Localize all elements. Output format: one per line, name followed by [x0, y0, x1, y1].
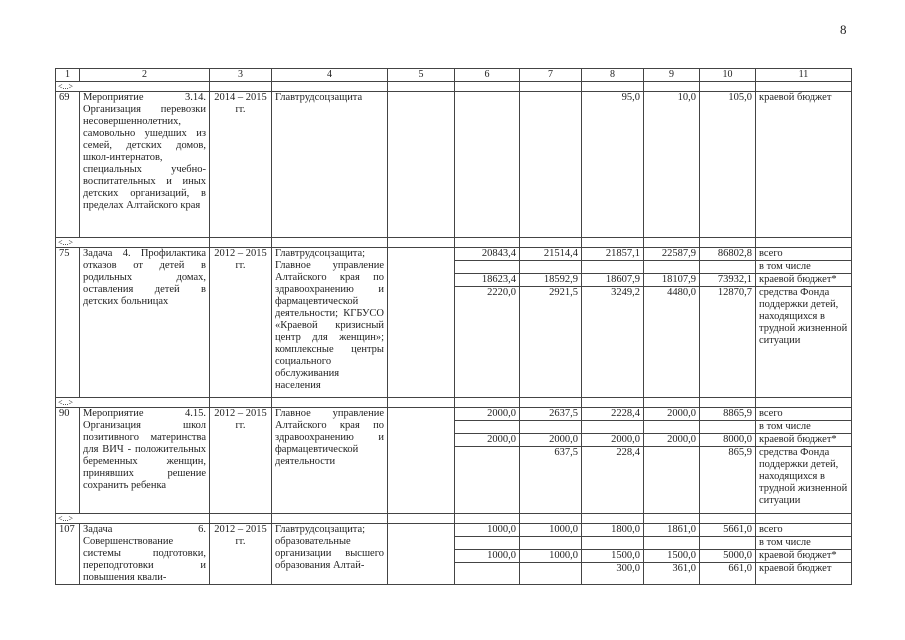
funding-source: краевой бюджет*: [756, 434, 851, 447]
amount-value: [388, 548, 454, 560]
amount-value: [582, 261, 643, 274]
separator: <...>: [56, 82, 210, 92]
amount-value: 2000,0: [455, 434, 519, 447]
amount-value: 4480,0: [667, 287, 696, 298]
amount-cell: [644, 524, 700, 585]
amount-value: 637,5: [554, 447, 578, 458]
executor: Главтрудсоцзащита; Главное управление Алтайского края по здравоохранению и фармацевтической деятельности; КГБУСО «Краевой кризисный центр для женщин»; комплексные центры социального обслуживания населения: [272, 248, 388, 398]
separator: <...>: [56, 398, 210, 408]
amount-cell: [388, 408, 455, 514]
measure-name: Задача 4. Профилактика отказов от детей в родильных домах, оставления детей в детских больницах: [80, 248, 210, 398]
col-header: 9: [644, 69, 700, 82]
amount-cell: [582, 408, 644, 514]
amount-value: [388, 560, 454, 572]
amount-value: [388, 432, 454, 444]
amount-value: 300,0: [616, 563, 640, 574]
amount-value: 2637,5: [520, 408, 581, 421]
amount-value: 8865,9: [700, 408, 755, 421]
amount-value: [388, 92, 454, 104]
amount-value: 105,0: [728, 92, 752, 103]
funding-source: краевой бюджет*: [756, 274, 851, 287]
col-header: 10: [700, 69, 756, 82]
amount-value: [388, 420, 454, 432]
amount-value: 228,4: [616, 447, 640, 458]
period: 2014 – 2015 гг.: [210, 92, 272, 238]
row-number: 90: [56, 408, 80, 514]
amount-value: 5661,0: [700, 524, 755, 537]
amount-cell: [388, 524, 455, 585]
amount-value: 18623,4: [455, 274, 519, 287]
amount-cell: [582, 248, 644, 398]
amount-value: [455, 563, 519, 575]
amount-value: [520, 563, 581, 575]
amount-value: 1000,0: [455, 524, 519, 537]
amount-value: 2000,0: [455, 408, 519, 421]
amount-value: [644, 421, 699, 434]
amount-cell: [455, 248, 520, 398]
amount-cell: [756, 408, 852, 514]
amount-value: 361,0: [672, 563, 696, 574]
amount-value: [582, 537, 643, 550]
amount-value: 18607,9: [582, 274, 643, 287]
amount-cell: [582, 524, 644, 585]
amount-value: 86802,8: [700, 248, 755, 261]
separator-row: [56, 238, 852, 248]
measure-name: Мероприятие 3.14. Организация перевозки несовершеннолетних, самовольно ушедших из семей, детских домов, школ-интернатов, специальных учебно-воспитательных и иных детских организаций, в пределах Алтайского края: [80, 92, 210, 238]
amount-cell: [455, 524, 520, 585]
amount-value: 1000,0: [520, 550, 581, 563]
amount-value: 2000,0: [644, 408, 699, 421]
amount-value: 1500,0: [582, 550, 643, 563]
amount-value: 21514,4: [520, 248, 581, 261]
amount-value: 95,0: [621, 92, 640, 103]
amount-value: [388, 524, 454, 536]
header-row: [56, 69, 852, 82]
amount-value: [644, 447, 699, 459]
amount-cell: [388, 248, 455, 398]
amount-value: 12870,7: [717, 287, 752, 298]
amount-value: [700, 421, 755, 434]
amount-cell: [520, 248, 582, 398]
amount-value: [582, 421, 643, 434]
funding-source: всего: [756, 248, 851, 261]
period: 2012 – 2015 гг.: [210, 524, 272, 585]
col-header: 8: [582, 69, 644, 82]
separator: <...>: [56, 238, 210, 248]
amount-value: [644, 261, 699, 274]
page-number: 8: [840, 22, 847, 37]
amount-value: 2000,0: [520, 434, 581, 447]
amount-value: [700, 537, 755, 550]
amount-cell: [700, 524, 756, 585]
col-header: 11: [756, 69, 852, 82]
amount-value: 10,0: [677, 92, 696, 103]
amount-value: [455, 447, 519, 459]
table-row: [56, 92, 852, 238]
executor: Главтрудсоцзащита; образовательные организации высшего образования Алтай-: [272, 524, 388, 585]
separator-row: [56, 514, 852, 524]
separator-row: [56, 398, 852, 408]
amount-value: [388, 284, 454, 296]
period: 2012 – 2015 гг.: [210, 408, 272, 514]
amount-value: [388, 248, 454, 260]
row-number: 75: [56, 248, 80, 398]
amount-cell: [756, 524, 852, 585]
row-number: 69: [56, 92, 80, 238]
amount-cell: [520, 524, 582, 585]
amount-value: [455, 537, 519, 550]
amount-value: [388, 272, 454, 284]
col-header: 2: [80, 69, 210, 82]
table-row: [56, 524, 852, 585]
amount-value: 2921,5: [549, 287, 578, 298]
amount-value: [520, 261, 581, 274]
amount-value: 18107,9: [644, 274, 699, 287]
funding-source: всего: [756, 524, 851, 537]
funding-source: в том числе: [756, 537, 851, 550]
amount-value: 21857,1: [582, 248, 643, 261]
amount-value: 18592,9: [520, 274, 581, 287]
executor: Главтрудсоцзащита: [272, 92, 388, 238]
amount-value: 20843,4: [455, 248, 519, 261]
amount-cell: [520, 92, 582, 238]
amount-value: [644, 537, 699, 550]
amount-value: [520, 537, 581, 550]
measure-name: Задача 6. Совершенствование системы подготовки, переподготовки и повышения квали-: [80, 524, 210, 585]
amount-cell: [644, 248, 700, 398]
funding-source: средства Фонда поддержки детей, находящихся в трудной жизненной ситуации: [759, 447, 848, 506]
funding-source: краевой бюджет: [759, 92, 832, 103]
row-number: 107: [56, 524, 80, 585]
amount-cell: [756, 248, 852, 398]
amount-value: [520, 421, 581, 434]
amount-cell: [388, 92, 455, 238]
amount-cell: [455, 92, 520, 238]
col-header: 4: [272, 69, 388, 82]
separator: <...>: [56, 514, 210, 524]
table-row: [56, 248, 852, 398]
col-header: 3: [210, 69, 272, 82]
amount-value: 8000,0: [700, 434, 755, 447]
amount-value: 1800,0: [582, 524, 643, 537]
amount-value: [700, 261, 755, 274]
amount-value: 2000,0: [582, 434, 643, 447]
amount-value: 1000,0: [520, 524, 581, 537]
amount-value: 1500,0: [644, 550, 699, 563]
amount-value: [388, 260, 454, 272]
amount-cell: [582, 92, 644, 238]
funding-source: в том числе: [756, 261, 851, 274]
amount-cell: [644, 408, 700, 514]
amount-cell: [756, 92, 852, 238]
amount-value: 5000,0: [700, 550, 755, 563]
amount-cell: [520, 408, 582, 514]
amount-value: 2228,4: [582, 408, 643, 421]
amount-value: [455, 261, 519, 274]
separator-row: [56, 82, 852, 92]
amount-value: [388, 444, 454, 456]
amount-value: 1861,0: [644, 524, 699, 537]
amount-cell: [700, 92, 756, 238]
funding-source: в том числе: [756, 421, 851, 434]
amount-value: [455, 92, 519, 104]
col-header: 6: [455, 69, 520, 82]
program-table: [55, 68, 852, 585]
amount-value: 1000,0: [455, 550, 519, 563]
funding-source: средства Фонда поддержки детей, находящихся в трудной жизненной ситуации: [759, 287, 848, 346]
amount-value: 2220,0: [487, 287, 516, 298]
amount-cell: [700, 408, 756, 514]
executor: Главное управление Алтайского края по здравоохранению и фармацевтической деятельности: [272, 408, 388, 514]
amount-value: 22587,9: [644, 248, 699, 261]
period: 2012 – 2015 гг.: [210, 248, 272, 398]
funding-source: краевой бюджет: [759, 563, 832, 574]
amount-cell: [644, 92, 700, 238]
table-row: [56, 408, 852, 514]
amount-value: [455, 421, 519, 434]
amount-value: 661,0: [728, 563, 752, 574]
amount-cell: [700, 248, 756, 398]
funding-source: всего: [756, 408, 851, 421]
amount-value: 2000,0: [644, 434, 699, 447]
col-header: 7: [520, 69, 582, 82]
funding-source: краевой бюджет*: [756, 550, 851, 563]
amount-cell: [455, 408, 520, 514]
measure-name: Мероприятие 4.15. Организация школ позитивного материнства для ВИЧ - положительных беременных женщин, принявших решение сохранить ребенка: [80, 408, 210, 514]
col-header: 1: [56, 69, 80, 82]
amount-value: 865,9: [728, 447, 752, 458]
amount-value: [388, 408, 454, 420]
amount-value: [388, 536, 454, 548]
amount-value: 73932,1: [700, 274, 755, 287]
col-header: 5: [388, 69, 455, 82]
amount-value: [520, 92, 581, 104]
amount-value: 3249,2: [611, 287, 640, 298]
